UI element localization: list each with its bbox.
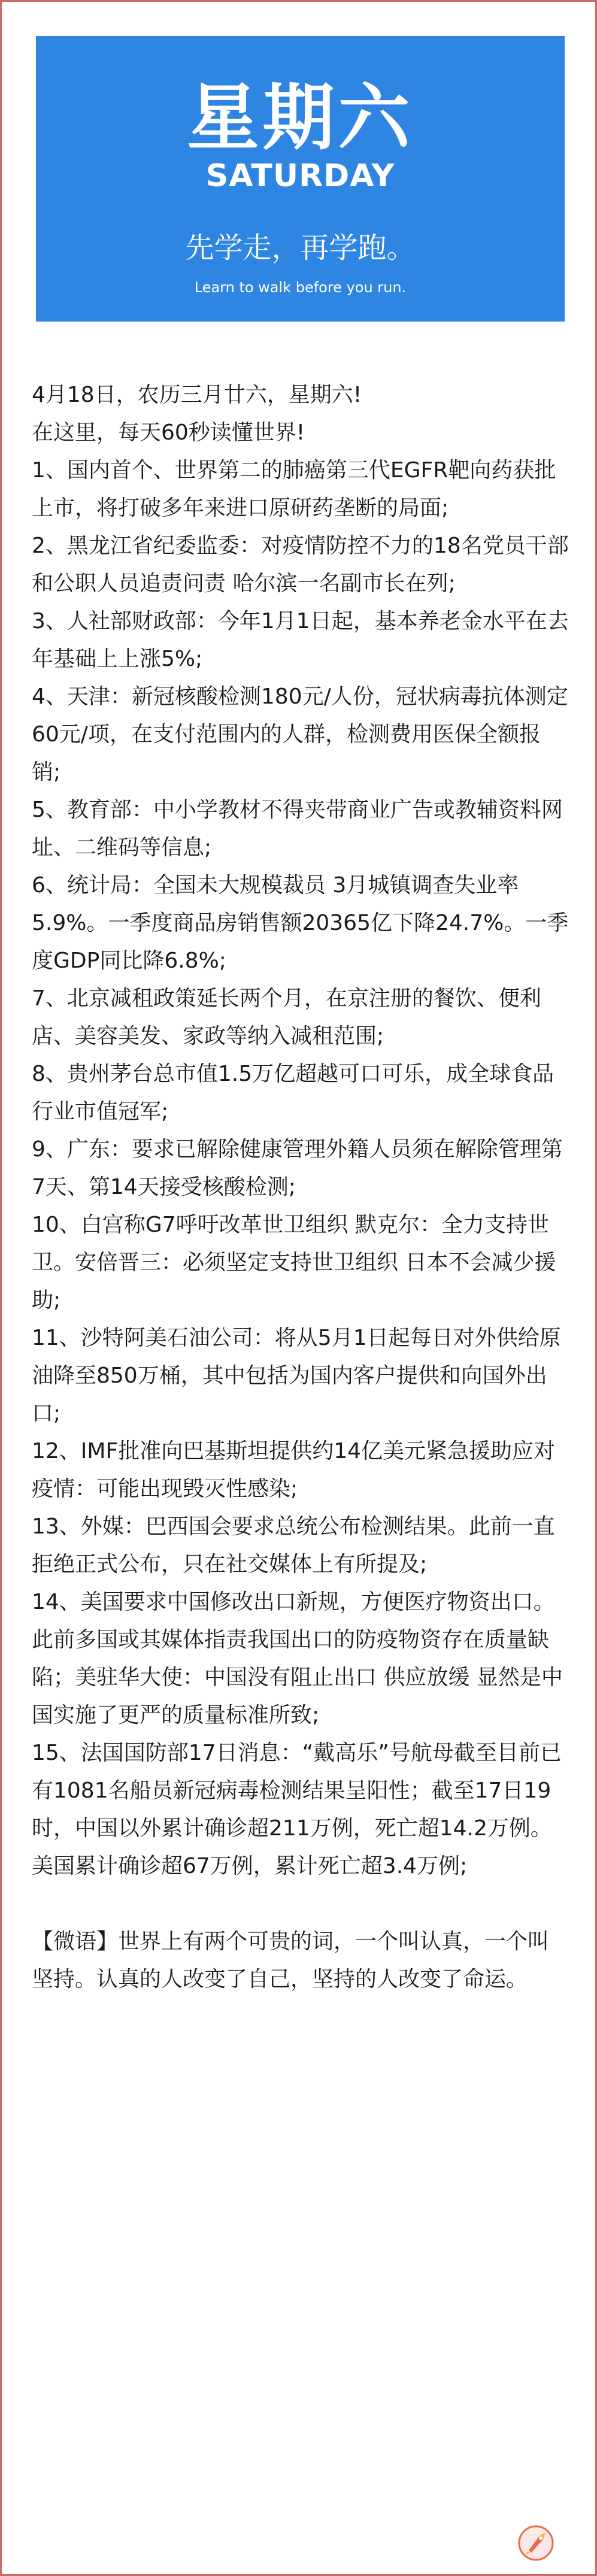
banner-day-en: SATURDAY — [205, 158, 395, 194]
news-item: 15、法国国防部17日消息：“戴高乐”号航母截至目前已有1081名船员新冠病毒检测结果呈阳性；截至17日19时，中国以外累计确诊超211万例，死亡超14.2万例。美国累计确诊超67万例，累计死亡超3.4万例; — [32, 1741, 562, 1878]
news-item: 8、贵州茅台总市值1.5万亿超越可口可乐，成全球食品行业市值冠军; — [32, 1062, 554, 1124]
news-item: 2、黑龙江省纪委监委：对疫情防控不力的18名党员干部和公职人员追责问责 哈尔滨一名副市长在列; — [32, 534, 569, 596]
news-item: 9、广东：要求已解除健康管理外籍人员须在解除管理第7天、第14天接受核酸检测; — [32, 1137, 563, 1199]
news-item: 14、美国要求中国修改出口新规，方便医疗物资出口。此前多国或其媒体指责我国出口的防疫物资存在质量缺陷；美驻华大使：中国没有阻止出口 供应放缓 显然是中国实施了更严的质量标准所致; — [32, 1590, 563, 1728]
news-item: 12、IMF批准向巴基斯坦提供约14亿美元紧急援助应对疫情：可能出现毁灭性感染; — [32, 1439, 556, 1501]
banner-slogan-cn: 先学走，再学跑。 — [185, 231, 416, 265]
banner-slogan-en: Learn to walk before you run. — [194, 279, 407, 296]
banner-day-cn: 星期六 — [187, 77, 414, 160]
banner — [36, 36, 565, 322]
news-item: 4、天津：新冠核酸检测180元/人份，冠状病毒抗体测定60元/项，在支付范围内的人群，检测费用医保全额报销; — [32, 684, 568, 784]
news-item: 5、教育部：中小学教材不得夹带商业广告或教辅资料网址、二维码等信息; — [32, 798, 563, 860]
news-item: 13、外媒：巴西国会要求总统公布检测结果。此前一直拒绝正式公布，只在社交媒体上有所提及; — [32, 1514, 555, 1577]
news-item: 7、北京减租政策延长两个月，在京注册的餐饮、便利店、美容美发、家政等纳入减租范围; — [32, 986, 541, 1048]
article-body — [32, 376, 569, 1998]
news-item: 1、国内首个、世界第二的肺癌第三代EGFR靶向药获批上市，将打破多年来进口原研药垄断的局面; — [32, 458, 556, 520]
quote-of-the-day: 【微语】世界上有两个可贵的词，一个叫认真，一个叫坚持。认真的人改变了自己，坚持的人改变了命运。 — [32, 1929, 550, 1992]
news-item: 6、统计局：全国未大规模裁员 3月城镇调查失业率5.9%。一季度商品房销售额20365亿下降24.7%。一季度GDP同比降6.8%; — [32, 873, 569, 973]
news-item: 11、沙特阿美石油公司：将从5月1日起每日对外供给原油降至850万桶，其中包括为国内客户提供和向国外出口; — [32, 1326, 561, 1426]
rocket-logo-icon — [517, 2524, 555, 2562]
news-item: 10、白宫称G7呼吁改革世卫组织 默克尔：全力支持世卫。安倍晋三：必须坚定支持世卫组织 日本不会减少援助; — [32, 1213, 556, 1313]
news-item: 3、人社部财政部：今年1月1日起，基本养老金水平在去年基础上上涨5%; — [32, 609, 569, 671]
intro-tagline: 在这里，每天60秒读懂世界! — [32, 420, 305, 445]
intro-date-line: 4月18日，农历三月廿六，星期六! — [32, 383, 362, 407]
